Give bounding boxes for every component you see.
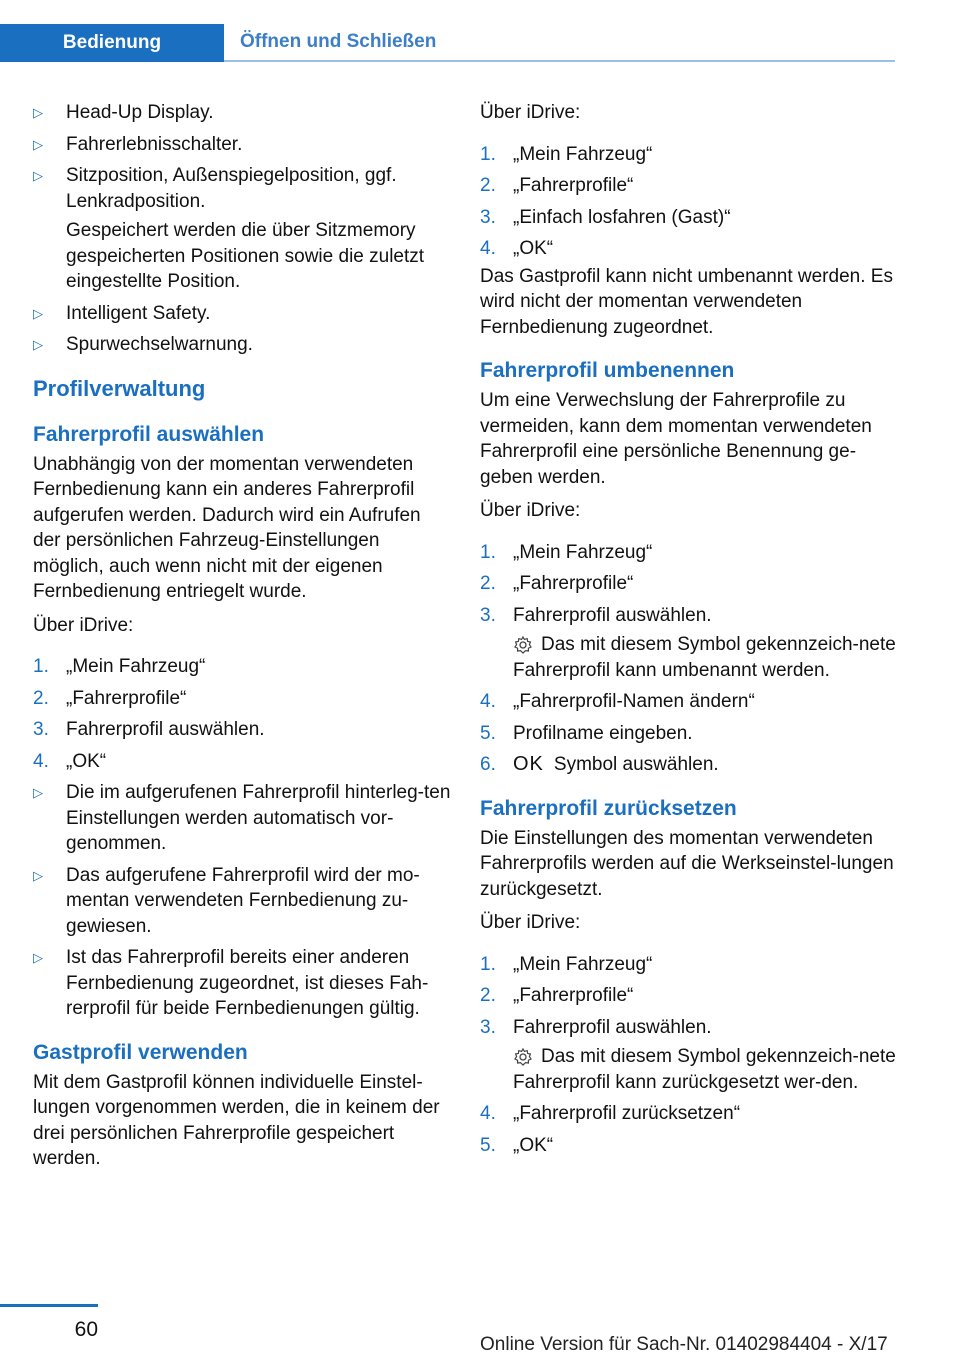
step-item <box>480 983 898 1009</box>
triangle-bullet-icon: ▷ <box>33 867 43 883</box>
step-item <box>480 571 898 597</box>
step-number: 1. <box>480 953 496 975</box>
subsection-heading: Gastprofil verwenden <box>33 1040 248 1064</box>
step-number: 4. <box>480 238 496 259</box>
tab-label: Öffnen und Schließen <box>240 31 437 52</box>
step-number: 5. <box>480 722 496 744</box>
list-item <box>33 332 453 358</box>
step-item <box>480 721 898 747</box>
item-text: „Einfach losfahren (Gast)“ <box>513 206 731 228</box>
triangle-bullet-icon: ▷ <box>33 136 43 152</box>
item-text: „Mein Fahrzeug“ <box>513 953 653 975</box>
item-text: „Fahrerprofile“ <box>66 687 187 709</box>
item-text: Spurwechselwarnung. <box>66 334 253 355</box>
step-number: 5. <box>480 1134 496 1156</box>
item-text: „Fahrerprofile“ <box>513 985 634 1007</box>
paragraph: Das Gastprofil kann nicht umbenannt werden. Es wird nicht der momentan verwendeten Fernbedienung zugeordnet. <box>480 265 893 338</box>
step-number: 1. <box>480 143 496 165</box>
note-text: Das mit diesem Symbol gekennzeich‐nete Fahrerprofil kann umbenannt werden. <box>513 634 896 681</box>
item-text: Fahrerprofil auswählen. <box>513 604 712 626</box>
step-number: 6. <box>480 754 496 775</box>
list-item <box>33 163 453 295</box>
item-text: „Mein Fahrzeug“ <box>513 143 653 165</box>
tab-oeffnen-schliessen[interactable] <box>240 24 436 60</box>
step-item <box>480 540 898 566</box>
ok-symbol-icon: OK <box>513 753 544 776</box>
step-number: 3. <box>480 1016 496 1038</box>
item-text: „Fahrerprofil zurücksetzen“ <box>513 1103 741 1125</box>
gear-icon <box>513 1047 533 1067</box>
paragraph: Unabhängig von der momentan verwendeten Fernbedienung kann ein anderes Fahrerprofil aufgerufen werden. Dadurch wird ein Aufrufen der persönlichen Fahrzeug-Einstellungen möglich, auch wenn nicht mit der eigenen Fernbedienung entriegelt wurde. <box>33 453 421 602</box>
tab-label: Bedienung <box>62 32 162 53</box>
paragraph: Über iDrive: <box>33 614 134 636</box>
triangle-bullet-icon: ▷ <box>33 785 43 800</box>
tab-bedienung[interactable] <box>0 24 224 62</box>
triangle-bullet-icon: ▷ <box>33 168 43 183</box>
step-item <box>480 689 898 715</box>
item-text: „OK“ <box>513 238 554 259</box>
item-text: „Fahrerprofile“ <box>513 175 634 196</box>
step-item <box>480 205 898 231</box>
step-item <box>33 654 453 680</box>
gear-icon <box>513 635 533 655</box>
subsection-heading: Fahrerprofil zurücksetzen <box>480 796 737 820</box>
page-number: 60 <box>74 1318 98 1341</box>
item-text: Intelligent Safety. <box>66 302 211 324</box>
list-item <box>33 100 453 126</box>
step-number: 4. <box>480 691 496 712</box>
item-text: Fahrerprofil auswählen. <box>513 1016 712 1038</box>
subsection-heading: Fahrerprofil auswählen <box>33 422 265 446</box>
paragraph: Über iDrive: <box>480 500 581 521</box>
paragraph: Die Einstellungen des momentan verwendeten Fahrerprofils werden auf die Werkseinstel‐lungen zurückgesetzt. <box>480 827 894 900</box>
list-item <box>33 301 453 327</box>
triangle-bullet-icon: ▷ <box>33 950 43 965</box>
step-number: 2. <box>480 175 496 196</box>
step-item <box>480 752 898 778</box>
step-item <box>480 952 898 978</box>
list-item <box>33 780 453 857</box>
step-item <box>480 173 898 199</box>
item-text: „Fahrerprofile“ <box>513 573 634 594</box>
paragraph: Um eine Verwechslung der Fahrerprofile zu vermeiden, kann dem momentan verwendeten Fahrerprofil eine persönliche Benennung ge‐geben werden. <box>480 390 872 488</box>
paragraph: Mit dem Gastprofil können individuelle Einstel‐lungen vorgenommen werden, die in keinem der drei persönlichen Fahrerprofile gespeichert werden. <box>33 1071 440 1169</box>
step-number: 4. <box>33 750 49 772</box>
step-number: 2. <box>480 573 496 594</box>
chapter-tabs <box>0 24 895 62</box>
triangle-bullet-icon: ▷ <box>33 337 43 352</box>
step-number: 2. <box>480 985 496 1007</box>
note-text: Das mit diesem Symbol gekennzeich‐nete Fahrerprofil kann zurückgesetzt wer‐den. <box>513 1046 896 1093</box>
step-note <box>513 1044 898 1095</box>
item-note: Gespeichert werden die über Sitzmemory gespeicherten Positionen sowie die zuletzt eingestellte Position. <box>66 220 425 292</box>
paragraph: Über iDrive: <box>480 102 581 123</box>
item-text: Fahrerlebnisschalter. <box>66 133 243 155</box>
step-item <box>480 603 898 684</box>
step-number: 1. <box>33 656 49 677</box>
step-number: 3. <box>480 604 496 626</box>
item-text: Fahrerprofil auswählen. <box>66 719 265 740</box>
left-column <box>33 100 453 1180</box>
step-item <box>480 142 898 168</box>
list-item <box>33 863 453 940</box>
subsection-heading: Fahrerprofil umbenennen <box>480 359 735 382</box>
item-text: Symbol auswählen. <box>553 754 719 775</box>
triangle-bullet-icon: ▷ <box>33 305 43 321</box>
section-heading: Profilverwaltung <box>33 375 206 401</box>
step-item <box>480 236 898 262</box>
list-item <box>33 132 453 158</box>
step-item <box>480 1015 898 1096</box>
step-item <box>480 1101 898 1127</box>
paragraph: Über iDrive: <box>480 912 581 934</box>
step-number: 4. <box>480 1103 496 1125</box>
triangle-bullet-icon: ▷ <box>33 105 43 120</box>
step-note <box>513 632 898 683</box>
item-text: Ist das Fahrerprofil bereits einer anderen Fernbedienung zugeordnet, ist dieses Fah‐rerprofil für beide Fernbedienungen gültig. <box>66 947 429 1019</box>
item-text: Die im aufgerufenen Fahrerprofil hinterleg‐ten Einstellungen werden automatisch vor‐genommen. <box>66 782 451 854</box>
item-text: „OK“ <box>66 750 107 772</box>
item-text: „OK“ <box>513 1134 554 1156</box>
step-item <box>33 717 453 743</box>
item-text: „Mein Fahrzeug“ <box>66 656 206 677</box>
tab-underline <box>224 60 895 62</box>
step-number: 3. <box>33 719 49 740</box>
step-item <box>480 1133 898 1159</box>
list-item <box>33 945 453 1022</box>
item-text: „Fahrerprofil-Namen ändern“ <box>513 691 755 712</box>
item-text: Profilname eingeben. <box>513 722 693 744</box>
item-text: Das aufgerufene Fahrerprofil wird der mo‐mentan verwendeten Fernbedienung zu‐gewiesen. <box>66 864 420 937</box>
step-number: 1. <box>480 541 496 563</box>
item-text: Sitzposition, Außenspiegelposition, ggf. Lenkradposition. <box>66 165 397 212</box>
right-column <box>480 100 898 1164</box>
step-item <box>33 686 453 712</box>
item-text: „Mein Fahrzeug“ <box>513 541 653 563</box>
step-item <box>33 749 453 775</box>
step-number: 3. <box>480 206 496 228</box>
footer-text: Online Version für Sach-Nr. 01402984404 - X/17 <box>480 1334 888 1355</box>
item-text: Head-Up Display. <box>66 102 214 123</box>
step-number: 2. <box>33 687 49 709</box>
footer-rule <box>0 1304 98 1307</box>
